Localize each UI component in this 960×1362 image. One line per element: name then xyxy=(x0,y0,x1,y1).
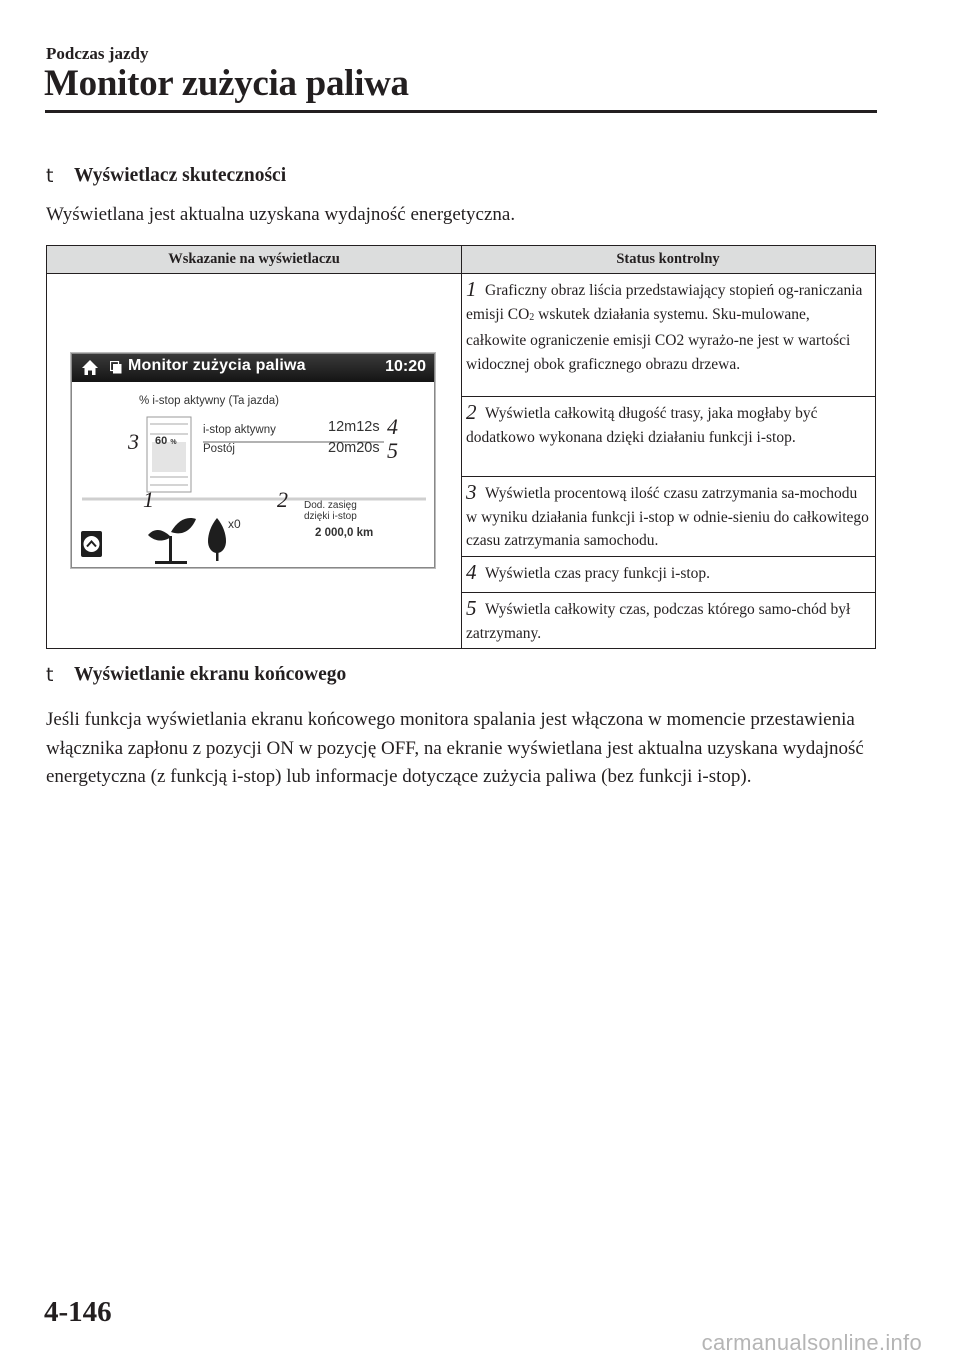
row-number: 1 xyxy=(466,277,477,301)
table-row xyxy=(462,557,876,593)
callout-4: 4 xyxy=(387,414,398,439)
row-number: 2 xyxy=(466,400,477,424)
pct-label: % i-stop aktywny (Ta jazda) xyxy=(139,395,279,407)
row-number: 3 xyxy=(466,480,477,504)
row-text: Wyświetla całkowitą długość trasy, jaka mogłaby być dodatkowo wykonana dzięki działaniu funkcji i-stop. xyxy=(466,405,818,446)
pct-number: 60 xyxy=(155,435,168,447)
idle-label: Postój xyxy=(203,443,235,455)
callout-3: 3 xyxy=(128,429,139,454)
active-value: 12m12s xyxy=(328,419,380,435)
table-row xyxy=(462,477,876,557)
heading-end-screen xyxy=(46,664,346,686)
table-row xyxy=(462,397,876,477)
scroll-up-circle xyxy=(84,536,100,552)
row-subscript: 2 xyxy=(529,311,535,323)
callout-5: 5 xyxy=(387,438,398,463)
active-label: i-stop aktywny xyxy=(203,424,276,436)
table-row xyxy=(462,274,876,397)
pct-value xyxy=(155,435,177,447)
column-header-display: Wskazanie na wyświetlaczu xyxy=(168,251,340,267)
callout-2: 2 xyxy=(277,487,288,512)
tree-count: x0 xyxy=(228,517,241,531)
pct-unit: % xyxy=(170,439,177,446)
heading-efficiency-text: Wyświetlacz skuteczności xyxy=(74,165,287,186)
range-label-2: dzięki i-stop xyxy=(304,511,357,522)
row-text: Wyświetla procentową ilość czasu zatrzymania sa-mochodu w wyniku działania funkcji i-stop w odnie-sieniu do całkowitego czasu zatrzymania samochodu. xyxy=(466,485,869,549)
row-text: Graficzny obraz liścia przedstawiający stopień og-raniczania emisji CO xyxy=(466,282,863,323)
heading-bullet-icon: t xyxy=(46,165,54,187)
row-number: 5 xyxy=(466,596,477,620)
table-row xyxy=(462,593,876,648)
row-number: 4 xyxy=(466,560,477,584)
intro-text: Wyświetlana jest aktualna uzyskana wydajność energetyczna. xyxy=(46,204,516,225)
pages-icon xyxy=(110,361,122,374)
idle-value: 20m20s xyxy=(328,440,380,456)
page-title: Monitor zużycia paliwa xyxy=(44,63,409,104)
tree-icon xyxy=(208,518,226,561)
fuel-monitor-screen xyxy=(71,353,435,568)
info-table xyxy=(46,245,876,649)
heading-end-screen-text: Wyświetlanie ekranu końcowego xyxy=(74,664,347,685)
title-rule xyxy=(45,110,877,113)
screen-title: Monitor zużycia paliwa xyxy=(128,357,306,374)
watermark: carmanualsonline.info xyxy=(701,1330,922,1355)
range-value: 2 000,0 km xyxy=(315,527,374,539)
heading-efficiency-display xyxy=(46,165,286,187)
screen-time: 10:20 xyxy=(385,358,426,375)
row-text: Wyświetla całkowity czas, podczas którego samo-chód był zatrzymany. xyxy=(466,601,851,642)
home-icon xyxy=(79,357,101,379)
range-label-1: Dod. zasięg xyxy=(304,500,357,511)
column-header-status: Status kontrolny xyxy=(616,251,720,267)
row-text: Wyświetla czas pracy funkcji i-stop. xyxy=(485,565,711,582)
heading-bullet-icon: t xyxy=(46,664,54,686)
sprout-icon xyxy=(148,518,196,564)
screen-header xyxy=(72,354,434,382)
end-screen-paragraph: Jeśli funkcja wyświetlania ekranu końcowego monitora spalania jest włączona w momencie przestawienia włącznika zapłonu z pozycji ON w pozycję OFF, na ekranie wyświetlana jest aktualna uzyskana wydajność energetyczna (z funkcją i-stop) lub informacje dotyczące zużycia paliwa (bez funkcji i-stop). xyxy=(46,709,864,787)
page-number: 4-146 xyxy=(44,1296,112,1328)
callout-1: 1 xyxy=(143,487,154,512)
section-label: Podczas jazdy xyxy=(46,44,149,63)
row-text-continued: wskutek działania systemu. Sku-mulowane, całkowite ograniczenie emisji CO2 wyrażo-ne jest w wartości widocznej obok graficznego obrazu drzewa. xyxy=(466,305,851,373)
screen-graphics xyxy=(72,382,435,568)
